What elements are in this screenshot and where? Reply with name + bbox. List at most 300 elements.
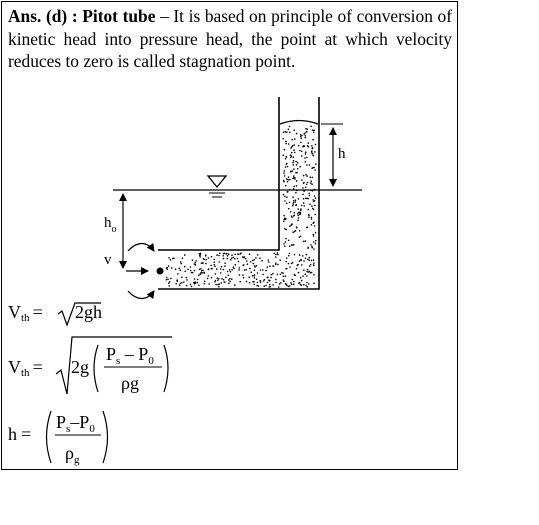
- fluid-particle: [311, 168, 313, 170]
- fluid-particle: [311, 183, 313, 185]
- fluid-particle: [308, 217, 310, 219]
- fluid-particle: [291, 263, 293, 265]
- fluid-particle: [211, 256, 213, 258]
- fluid-particle: [190, 266, 192, 268]
- fluid-particle: [269, 284, 271, 286]
- fluid-particle: [296, 227, 298, 229]
- fluid-particle: [252, 260, 254, 262]
- fluid-particle: [224, 265, 226, 267]
- fluid-particle: [204, 283, 206, 285]
- fluid-particle: [254, 277, 256, 279]
- answer-dash: –: [155, 6, 174, 26]
- fluid-particle: [314, 169, 316, 171]
- fluid-particle: [305, 128, 307, 130]
- water-level-symbol-icon: [208, 176, 226, 197]
- fluid-particle: [294, 275, 296, 277]
- fluid-particle: [299, 214, 301, 216]
- fluid-particle: [203, 272, 205, 274]
- fluid-particle: [292, 203, 294, 205]
- fluid-particle: [292, 145, 294, 147]
- fluid-particle: [309, 195, 311, 197]
- fluid-particle: [259, 257, 261, 259]
- fluid-particle: [313, 234, 315, 236]
- fluid-particle: [215, 284, 217, 286]
- fluid-particle: [304, 133, 306, 135]
- fluid-particle: [180, 269, 182, 271]
- fluid-particle: [312, 153, 314, 155]
- fluid-particle: [228, 279, 230, 281]
- fluid-particle: [304, 135, 306, 137]
- fluid-particle: [287, 181, 289, 183]
- fluid-particle: [223, 279, 225, 281]
- fluid-particle: [308, 283, 310, 285]
- fluid-particle: [291, 284, 293, 286]
- fluid-particle: [305, 131, 307, 133]
- fluid-particle: [295, 192, 297, 194]
- fluid-particle: [295, 199, 297, 201]
- fluid-particle: [306, 254, 308, 256]
- fluid-particle: [310, 126, 312, 128]
- fluid-particle: [181, 276, 183, 278]
- fluid-particle: [285, 185, 287, 187]
- fluid-particle: [195, 282, 197, 284]
- fluid-particle: [303, 198, 305, 200]
- fluid-particle: [293, 284, 295, 286]
- fluid-particle: [305, 153, 307, 155]
- fluid-particle: [293, 149, 295, 151]
- fluid-particle: [184, 270, 186, 272]
- fluid-particle: [307, 259, 309, 261]
- fluid-particle: [300, 284, 302, 286]
- fluid-particle: [264, 285, 266, 287]
- fluid-particle: [296, 180, 298, 182]
- fluid-particle: [289, 225, 291, 227]
- fluid-particle: [294, 212, 296, 214]
- fluid-particle: [288, 128, 290, 130]
- fluid-particle: [229, 269, 231, 271]
- fluid-particle: [221, 266, 223, 268]
- fluid-particle: [233, 268, 235, 270]
- fluid-particle: [229, 278, 231, 280]
- fluid-particle: [200, 274, 202, 276]
- fluid-particle: [166, 279, 168, 281]
- fluid-particle: [284, 218, 286, 220]
- fluid-particle: [231, 254, 233, 256]
- fluid-particle: [313, 282, 315, 284]
- fluid-particle: [214, 266, 216, 268]
- fluid-particle: [299, 150, 301, 152]
- fluid-particle: [198, 285, 200, 287]
- fluid-particle: [190, 270, 192, 272]
- fluid-particle: [297, 214, 299, 216]
- fluid-particle: [299, 254, 301, 256]
- fluid-particle: [180, 261, 182, 263]
- fluid-particle: [310, 272, 312, 274]
- fluid-particle: [286, 178, 288, 180]
- fluid-particle: [230, 259, 232, 261]
- fluid-particle: [283, 194, 285, 196]
- fluid-particle: [223, 281, 225, 283]
- fluid-particle: [182, 257, 184, 259]
- equation-vth-pressure: [8, 337, 172, 394]
- fluid-particle: [218, 278, 220, 280]
- fluid-particle: [294, 215, 296, 217]
- fluid-particle: [277, 264, 279, 266]
- fluid-particle: [250, 261, 252, 263]
- fluid-particle: [181, 263, 183, 265]
- fluid-particle: [186, 285, 188, 287]
- fluid-particle: [253, 259, 255, 261]
- fluid-particle: [227, 255, 229, 257]
- fluid-particle: [304, 157, 306, 159]
- fluid-particle: [300, 136, 302, 138]
- fluid-particle: [297, 162, 299, 164]
- fluid-particle: [314, 151, 316, 153]
- fluid-particle: [247, 263, 249, 265]
- fluid-particle: [175, 283, 177, 285]
- label-v: v: [104, 252, 112, 268]
- fluid-particle: [227, 258, 229, 260]
- fluid-particle: [289, 246, 291, 248]
- fluid-particle: [293, 200, 295, 202]
- fluid-particle: [296, 172, 298, 174]
- fluid-particle: [218, 255, 220, 257]
- fluid-particle: [251, 272, 253, 274]
- fluid-particle: [315, 144, 317, 146]
- svg-text:Ps–P0: $P_s-P_0$: [56, 412, 95, 435]
- fluid-particle: [313, 265, 315, 267]
- fluid-particle: [298, 198, 300, 200]
- fluid-particle: [294, 138, 296, 140]
- fluid-particle: [194, 278, 196, 280]
- fluid-particle: [291, 279, 293, 281]
- fluid-particle: [286, 284, 288, 286]
- fluid-particle: [285, 238, 287, 240]
- svg-text:2g: 2g: [71, 357, 89, 377]
- fluid-particle: [310, 180, 312, 182]
- fluid-particle: [211, 268, 213, 270]
- fluid-particle: [257, 254, 259, 256]
- fluid-particle: [300, 277, 302, 279]
- fluid-particle: [269, 286, 271, 288]
- fluid-particle: [298, 217, 300, 219]
- fluid-particle: [249, 282, 251, 284]
- fluid-particle: [309, 257, 311, 259]
- fluid-particle: [238, 269, 240, 271]
- fluid-particle: [234, 258, 236, 260]
- fluid-particle: [177, 280, 179, 282]
- fluid-particle: [245, 258, 247, 260]
- fluid-particle: [239, 274, 241, 276]
- fluid-particle: [256, 285, 258, 287]
- fluid-particle: [168, 257, 170, 259]
- fluid-particle: [289, 202, 291, 204]
- fluid-particle: [170, 259, 172, 261]
- fluid-particle: [173, 258, 175, 260]
- fluid-particle: [169, 281, 171, 283]
- fluid-particle: [230, 271, 232, 273]
- fluid-particle: [301, 137, 303, 139]
- fluid-particle: [259, 280, 261, 282]
- fluid-particle: [187, 268, 189, 270]
- fluid-particle: [312, 148, 314, 150]
- fluid-particle: [285, 166, 287, 168]
- fluid-particle: [292, 170, 294, 172]
- fluid-particle: [312, 155, 314, 157]
- flow-arrows: [126, 244, 154, 299]
- fluid-particle: [286, 203, 288, 205]
- fluid-particle: [244, 269, 246, 271]
- fluid-particle: [254, 274, 256, 276]
- fluid-particle: [284, 170, 286, 172]
- fluid-particle: [302, 275, 304, 277]
- fluid-particle: [205, 263, 207, 265]
- fluid-particle: [218, 286, 220, 288]
- fluid-particle: [245, 269, 247, 271]
- fluid-particle: [308, 214, 310, 216]
- fluid-particle: [289, 179, 291, 181]
- fluid-particle: [294, 177, 296, 179]
- fluid-particle: [283, 172, 285, 174]
- stagnation-point: [157, 268, 164, 275]
- fluid-particle: [313, 222, 315, 224]
- fluid-particle: [175, 268, 177, 270]
- fluid-particle: [301, 280, 303, 282]
- fluid-particle: [313, 262, 315, 264]
- fluid-particle: [286, 257, 288, 259]
- fluid-particle: [315, 232, 317, 234]
- fluid-particle: [309, 164, 311, 166]
- fluid-particle: [269, 280, 271, 282]
- fluid-particle: [306, 157, 308, 159]
- fluid-particle: [207, 278, 209, 280]
- fluid-particle: [315, 240, 317, 242]
- fluid-particle: [284, 228, 286, 230]
- fluid-particle: [227, 271, 229, 273]
- fluid-particle: [314, 189, 316, 191]
- fluid-particle: [310, 176, 312, 178]
- fluid-particle: [200, 272, 202, 274]
- fluid-particle: [307, 269, 309, 271]
- fluid-particle: [261, 260, 263, 262]
- fluid-particle: [199, 269, 201, 271]
- fluid-particle: [168, 285, 170, 287]
- fluid-particle: [239, 281, 241, 283]
- fluid-particle: [199, 255, 201, 257]
- fluid-particle: [293, 244, 295, 246]
- fluid-particle: [208, 269, 210, 271]
- fluid-particle: [305, 285, 307, 287]
- fluid-particle: [184, 254, 186, 256]
- fluid-particle: [277, 254, 279, 256]
- svg-text:2gh: 2gh: [75, 302, 102, 322]
- answer-prefix: Ans. (d) : Pitot tube: [8, 6, 156, 26]
- fluid-particle: [297, 219, 299, 221]
- fluid-particle: [305, 240, 307, 242]
- fluid-particle: [229, 281, 231, 283]
- fluid-particle: [237, 253, 239, 255]
- fluid-particle: [242, 256, 244, 258]
- fluid-particle: [275, 256, 277, 258]
- fluid-particle: [228, 283, 230, 285]
- svg-text:Ps – P0: $P_s - P_0$: [106, 344, 154, 367]
- fluid-particle: [297, 264, 299, 266]
- fluid-particle: [296, 190, 298, 192]
- fluid-particle: [201, 262, 203, 264]
- fluid-particle: [271, 274, 273, 276]
- fluid-particle: [181, 282, 183, 284]
- fluid-particle: [282, 138, 284, 140]
- fluid-particle: [300, 259, 302, 261]
- label-ho: $h_o$: [104, 215, 117, 235]
- fluid-particle: [287, 191, 289, 193]
- fluid-particle: [308, 260, 310, 262]
- fluid-particle: [284, 149, 286, 151]
- fluid-particle: [273, 265, 275, 267]
- fluid-particle: [290, 147, 292, 149]
- fluid-particle: [306, 175, 308, 177]
- fluid-particle: [285, 141, 287, 143]
- fluid-particle: [291, 216, 293, 218]
- fluid-particle: [314, 214, 316, 216]
- fluid-particle: [291, 155, 293, 157]
- fluid-particle: [272, 284, 274, 286]
- fluid-particle: [248, 276, 250, 278]
- fluid-particle: [288, 240, 290, 242]
- fluid-particle: [211, 277, 213, 279]
- fluid-particle: [168, 265, 170, 267]
- fluid-particle: [283, 215, 285, 217]
- fluid-particle: [234, 284, 236, 286]
- fluid-particle: [223, 253, 225, 255]
- fluid-particle: [242, 274, 244, 276]
- fluid-particle: [220, 268, 222, 270]
- fluid-particle: [194, 270, 196, 272]
- fluid-particle: [284, 196, 286, 198]
- fluid-particle: [289, 132, 291, 134]
- fluid-particle: [289, 266, 291, 268]
- fluid-particle: [180, 283, 182, 285]
- fluid-particle: [285, 131, 287, 133]
- fluid-particle: [301, 179, 303, 181]
- fluid-particle: [289, 285, 291, 287]
- fluid-particle: [286, 268, 288, 270]
- fluid-particle: [266, 277, 268, 279]
- fluid-particle: [279, 283, 281, 285]
- fluid-particle: [296, 164, 298, 166]
- fluid-particle: [200, 268, 202, 270]
- fluid-particle: [292, 232, 294, 234]
- fluid-particle: [310, 244, 312, 246]
- fluid-particle: [289, 189, 291, 191]
- fluid-particle: [285, 241, 287, 243]
- fluid-particle: [239, 267, 241, 269]
- fluid-particle: [301, 151, 303, 153]
- fluid-particle: [315, 243, 317, 245]
- fluid-particle: [311, 272, 313, 274]
- fluid-particle: [314, 225, 316, 227]
- fluid-particle: [283, 243, 285, 245]
- fluid-particle: [306, 198, 308, 200]
- fluid-particle: [246, 281, 248, 283]
- fluid-particle: [269, 265, 271, 267]
- fluid-particle: [293, 168, 295, 170]
- fluid-particle: [300, 142, 302, 144]
- fluid-particle: [306, 164, 308, 166]
- fluid-particle: [308, 146, 310, 148]
- fluid-particle: [287, 179, 289, 181]
- equation-h: [8, 411, 108, 466]
- fluid-particle: [234, 254, 236, 256]
- fluid-particle: [277, 252, 279, 254]
- fluid-particle: [257, 282, 259, 284]
- fluid-particle: [262, 274, 264, 276]
- fluid-particle: [297, 213, 299, 215]
- fluid-particle: [296, 133, 298, 135]
- fluid-particle: [286, 164, 288, 166]
- fluid-particle: [221, 282, 223, 284]
- fluid-particle: [225, 253, 227, 255]
- fluid-particle: [303, 241, 305, 243]
- fluid-particle: [314, 200, 316, 202]
- fluid-particle: [299, 282, 301, 284]
- fluid-particle: [284, 245, 286, 247]
- fluid-particle: [313, 241, 315, 243]
- fluid-particle: [220, 272, 222, 274]
- fluid-particle: [303, 205, 305, 207]
- fluid-particle: [167, 278, 169, 280]
- fluid-particle: [243, 264, 245, 266]
- fluid-particle: [289, 126, 291, 128]
- fluid-particle: [214, 281, 216, 283]
- fluid-particle: [296, 268, 298, 270]
- fluid-particle: [275, 282, 277, 284]
- fluid-particle: [285, 275, 287, 277]
- fluid-particle: [166, 269, 168, 271]
- fluid-particle: [177, 273, 179, 275]
- fluid-particle: [208, 275, 210, 277]
- fluid-particle: [299, 230, 301, 232]
- fluid-particles: [166, 126, 317, 288]
- fluid-particle: [305, 174, 307, 176]
- fluid-particle: [240, 253, 242, 255]
- fluid-particle: [210, 265, 212, 267]
- fluid-particle: [205, 254, 207, 256]
- fluid-particle: [215, 273, 217, 275]
- fluid-particle: [287, 166, 289, 168]
- fluid-particle: [257, 272, 259, 274]
- fluid-particle: [166, 277, 168, 279]
- fluid-particle: [301, 205, 303, 207]
- fluid-particle: [285, 158, 287, 160]
- fluid-particle: [170, 278, 172, 280]
- svg-text:Vth=: Vth =: [8, 357, 43, 379]
- fluid-particle: [191, 286, 193, 288]
- fluid-particle: [222, 255, 224, 257]
- fluid-particle: [283, 279, 285, 281]
- fluid-particle: [303, 269, 305, 271]
- answer-text: It is based on principle of conversion of kinetic head into pressure head, the point at which velocity reduces to zero is called stagnation point.: [8, 6, 453, 71]
- fluid-particle: [277, 274, 279, 276]
- fluid-particle: [308, 193, 310, 195]
- fluid-particle: [283, 181, 285, 183]
- fluid-particle: [313, 167, 315, 169]
- fluid-particle: [262, 269, 264, 271]
- fluid-particle: [297, 168, 299, 170]
- fluid-particle: [312, 139, 314, 141]
- fluid-particle: [208, 257, 210, 259]
- fluid-particle: [312, 190, 314, 192]
